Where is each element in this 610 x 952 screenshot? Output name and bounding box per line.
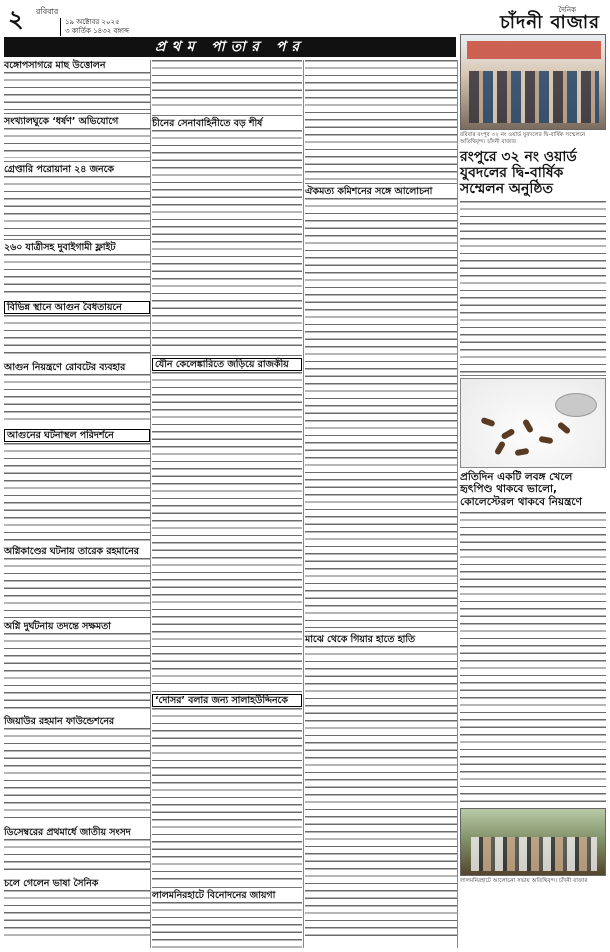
paper-prefix: দৈনিক [558, 6, 576, 14]
event-photo [460, 34, 606, 130]
divider [460, 375, 606, 376]
article-headline: সংখ্যালঘুকে ‘ধর্ষণ’ অভিযোগে [4, 116, 119, 127]
article-headline: অগ্নি দুর্ঘটনায় তদন্তে সক্ষমতা [4, 621, 111, 632]
clove-shape [480, 416, 495, 426]
article [305, 60, 457, 180]
clove-photo [460, 378, 606, 468]
column-divider [150, 60, 151, 948]
column-1 [4, 60, 150, 945]
article-headline: চলে গেলেন ভাষা সৈনিক [4, 878, 99, 889]
article-body [152, 60, 302, 112]
divider [152, 887, 302, 888]
date-block [60, 18, 129, 36]
article [4, 878, 150, 942]
photo-people [469, 71, 599, 123]
article-body [305, 646, 457, 936]
article-headline: গ্রেপ্তারি পরোয়ানা ২৪ জনকে [4, 164, 114, 175]
divider [305, 183, 457, 184]
article [4, 546, 150, 618]
article-headline: ‘দোসর’ বলার জন্য সালাহউদ্দিনকে [152, 694, 302, 707]
article-body [152, 130, 302, 352]
clove-headline: প্রতিদিন একটি লবঙ্গ খেলে হৃৎপিণ্ড থাকবে ভালো, কোলেস্টেরল থাকবে নিয়ন্ত্রণে [460, 470, 582, 508]
article-body [4, 443, 150, 543]
photo-banner-strip [467, 41, 601, 59]
article [152, 118, 302, 352]
article-body [4, 374, 150, 426]
divider [4, 161, 150, 162]
article [305, 186, 457, 628]
article-body [152, 708, 302, 884]
article [152, 890, 302, 952]
masthead [4, 4, 606, 38]
article-body [305, 60, 457, 180]
day-label: রবিবার [36, 7, 59, 16]
clove-shape [500, 427, 515, 439]
article-headline: ২৬০ যাত্রীসহ দুবাইগামী ফ্লাইট [4, 242, 116, 253]
column-4 [460, 34, 606, 885]
article-headline: চীনের সেনাবাহিনীতে বড় শীর্ষ [152, 118, 263, 129]
article [4, 429, 150, 543]
paper-name: চাঁদনী বাজার [499, 12, 600, 33]
article-headline: যৌন কেলেঙ্কারিতে জড়িয়ে রাজকীয় [152, 358, 302, 371]
article-body [152, 372, 302, 688]
article-body [4, 728, 150, 824]
divider [152, 115, 302, 116]
article [305, 634, 457, 936]
article-headline: অগ্নিকাণ্ডের ঘটনায় তারেক রহমানের [4, 546, 139, 557]
article [4, 242, 150, 298]
bottom-photo [460, 808, 606, 876]
article-body [460, 201, 606, 373]
article-headline: ঐকমত্য কমিশনের সঙ্গে আলোচনা [305, 186, 433, 197]
column-divider [457, 60, 458, 948]
article-headline: জিয়াউর রহমান ফাউন্ডেশনের [4, 716, 115, 727]
article [152, 60, 302, 112]
article-headline: লালমনিরহাটে বিনোদনের জায়গা [152, 890, 276, 901]
clove-shape [522, 418, 534, 433]
article-body [4, 558, 150, 618]
article [4, 301, 150, 359]
article-body [4, 176, 150, 236]
spoon-shape [555, 393, 597, 417]
page-number: ২ [8, 4, 24, 33]
divider [4, 239, 150, 240]
column-2 [152, 60, 302, 952]
article-headline: মাঝে থেকে গিয়ার হাতে হাতি [305, 634, 416, 645]
divider [305, 631, 457, 632]
clove-shape [557, 421, 572, 435]
article-body [4, 254, 150, 298]
article [4, 60, 150, 110]
article-body [4, 890, 150, 942]
photo-caption: রবিবার রংপুর ৩২ নং ওয়ার্ড যুবদলের দ্বি-বার্ষিক সম্মেলনে অতিথিবৃন্দ। চাঁদনী বাজার [460, 132, 586, 145]
article [152, 358, 302, 688]
article [4, 116, 150, 158]
article [4, 362, 150, 426]
article-body [4, 128, 150, 158]
clove-shape [494, 440, 506, 455]
photo-caption: লালমনিরহাটে আলোচনা সভায় অতিথিবৃন্দ। চাঁদনী বাজার [460, 878, 588, 885]
column-divider [303, 60, 304, 948]
article [4, 827, 150, 875]
article [4, 716, 150, 824]
column-3 [305, 60, 457, 939]
lead-headline: রংপুরে ৩২ নং ওয়ার্ড যুবদলের দ্বি-বার্ষিক সম্মেলন অনুষ্ঠিত [460, 148, 577, 197]
date-english: ১৯ অক্টোবর ২০২৫ [65, 18, 120, 26]
clove-shape [515, 447, 530, 455]
article-body [4, 315, 150, 359]
article-headline: বিভিন্ন স্থানে আগুন বৈধতায়নে [4, 301, 150, 314]
date-bangla: ৩ কার্তিক ১৪৩২ বঙ্গাব্দ [65, 27, 129, 35]
article-headline: আগুন নিয়ন্ত্রণে রোবটের ব্যবহার [4, 362, 126, 373]
article [152, 694, 302, 884]
photo-people [471, 837, 597, 871]
article-body [4, 72, 150, 110]
article-body [460, 512, 606, 808]
divider [152, 355, 302, 356]
article-headline: বঙ্গোপসাগরে মাছ উত্তোলন [4, 60, 106, 71]
divider [4, 113, 150, 114]
article [4, 621, 150, 713]
article-body [4, 839, 150, 875]
article-headline: ডিসেম্বরের প্রথমার্ধে জাতীয় সংসদ [4, 827, 131, 838]
article [4, 164, 150, 236]
article-headline: আগুনের ঘটনাস্থল পরিদর্শনে [4, 429, 150, 442]
article-body [152, 902, 302, 952]
section-banner: প্রথম পাতার পর [4, 37, 456, 57]
clove-shape [539, 435, 554, 443]
divider [152, 691, 302, 692]
article-body [4, 633, 150, 713]
article-body [305, 198, 457, 628]
